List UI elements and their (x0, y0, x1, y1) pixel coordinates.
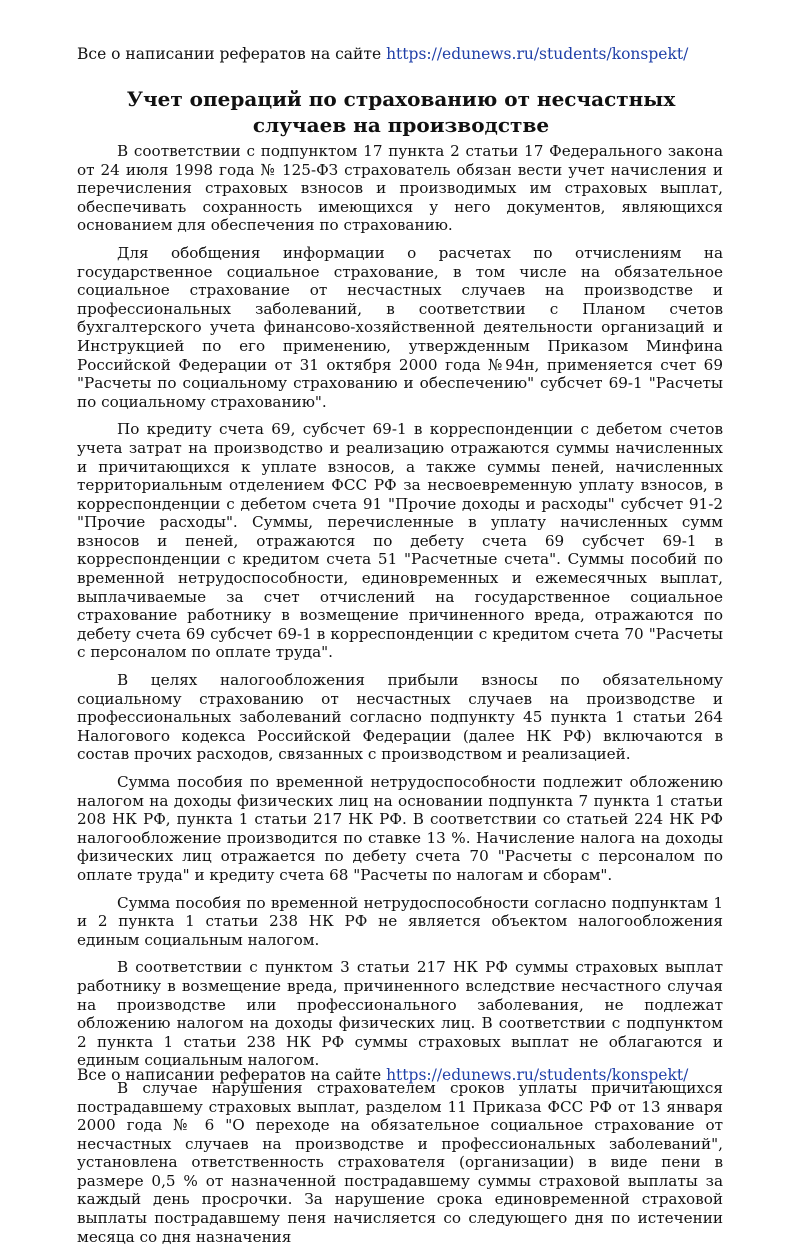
paragraph: В соответствии с пунктом 3 статьи 217 НК РФ суммы страховых выплат работнику в возмещение вреда, причиненного вследствие несчастного случая на производстве или профессионального заболевания, не подлежат обложению налогом на доходы физических лиц. В соответствии с подпунктом 2 пункта 1 статьи 238 НК РФ суммы страховых выплат не облагаются и единым социальным налогом. (77, 958, 723, 1070)
paragraph: В соответствии с подпунктом 17 пункта 2 статьи 17 Федерального закона от 24 июля 1998 года № 125-ФЗ страхователь обязан вести учет начисления и перечисления страховых взносов и производимых им страховых выплат, обеспечивать сохранность имеющихся у него документов, являющихся основанием для обеспечения по страхованию. (77, 142, 723, 235)
paragraph: В целях налогообложения прибыли взносы по обязательному социальному страхованию от несчастных случаев на производстве и профессиональных заболеваний согласно подпункту 45 пункта 1 статьи 264 Налогового кодекса Российской Федерации (далее НК РФ) включаются в состав прочих расходов, связанных с производством и реализацией. (77, 671, 723, 764)
footer-link[interactable]: https://edunews.ru/students/konspekt/ (386, 1066, 689, 1084)
paragraph: Сумма пособия по временной нетрудоспособности согласно подпунктам 1 и 2 пункта 1 статьи 238 НК РФ не является объектом налогообложения единым социальным налогом. (77, 893, 723, 949)
paragraph: Сумма пособия по временной нетрудоспособности подлежит обложению налогом на доходы физических лиц на основании подпункта 7 пункта 1 статьи 208 НК РФ, пункта 1 статьи 217 НК РФ. В соответствии со статьей 224 НК РФ налогообложение производится по ставке 13 %. Начисление налога на доходы физических лиц отражается по дебету счета 70 "Расчеты с персоналом по оплате труда" и кредиту счета 68 "Расчеты по налогам и сборам". (77, 773, 723, 884)
paragraph: В случае нарушения страхователем сроков уплаты причитающихся пострадавшему страховых выплат, разделом 11 Приказа ФСС РФ от 13 января 2000 года № 6 "О переходе на обязательное социальное страхование от несчастных случаев на производстве и профессиональных заболеваний", установлена ответственность страхователя (организации) в виде пени в размере 0,5 % от назначенной пострадавшему суммы страховой выплаты за каждый день просрочки. За нарушение срока единовременной страховой выплаты пострадавшему пеня начисляется со следующего дня по истечении месяца со дня назначения (77, 1078, 723, 1246)
paragraph: По кредиту счета 69, субсчет 69-1 в корреспонденции с дебетом счетов учета затрат на производство и реализацию отражаются суммы начисленных и причитающихся к уплате взносов, а также суммы пеней, начисленных территориальным отделением ФСС РФ за несвоевременную уплату взносов, в корреспонденции с дебетом счета 91 "Прочие доходы и расходы" субсчет 91-2 "Прочие расходы". Суммы, перечисленные в уплату начисленных сумм взносов и пеней, отражаются по дебету счета 69 субсчет 69-1 в корреспонденции с кредитом счета 51 "Расчетные счета". Суммы пособий по временной нетрудоспособности, единовременных и ежемесячных выплат, выплачиваемые за счет отчислений на государственное социальное страхование работнику в возмещение причиненного вреда, отражаются по дебету счета 69 субсчет 69-1 в корреспонденции с кредитом счета 70 "Расчеты с персоналом по оплате труда". (77, 420, 723, 662)
footer-prefix: Все о написании рефератов на сайте (77, 1066, 382, 1084)
header-link[interactable]: https://edunews.ru/students/konspekt/ (386, 45, 689, 63)
document-title: Учет операций по страхованию от несчастных случаев на производстве (126, 87, 676, 137)
document-body (77, 142, 723, 1255)
header-prefix: Все о написании рефератов на сайте (77, 45, 382, 63)
paragraph: Для обобщения информации о расчетах по отчислениям на государственное социальное страхование, в том числе на обязательное социальное страхование от несчастных случаев на производстве и профессиональных заболеваний, в соответствии с Планом счетов бухгалтерского учета финансово-хозяйственной деятельности организаций и Инструкцией по его применению, утвержденным Приказом Минфина Российской Федерации от 31 октября 2000 года №94н, применяется счет 69 "Расчеты по социальному страхованию и обеспечению" субсчет 69-1 "Расчеты по социальному страхованию". (77, 243, 723, 411)
page-footer (77, 1065, 727, 1085)
page-header (77, 44, 727, 64)
